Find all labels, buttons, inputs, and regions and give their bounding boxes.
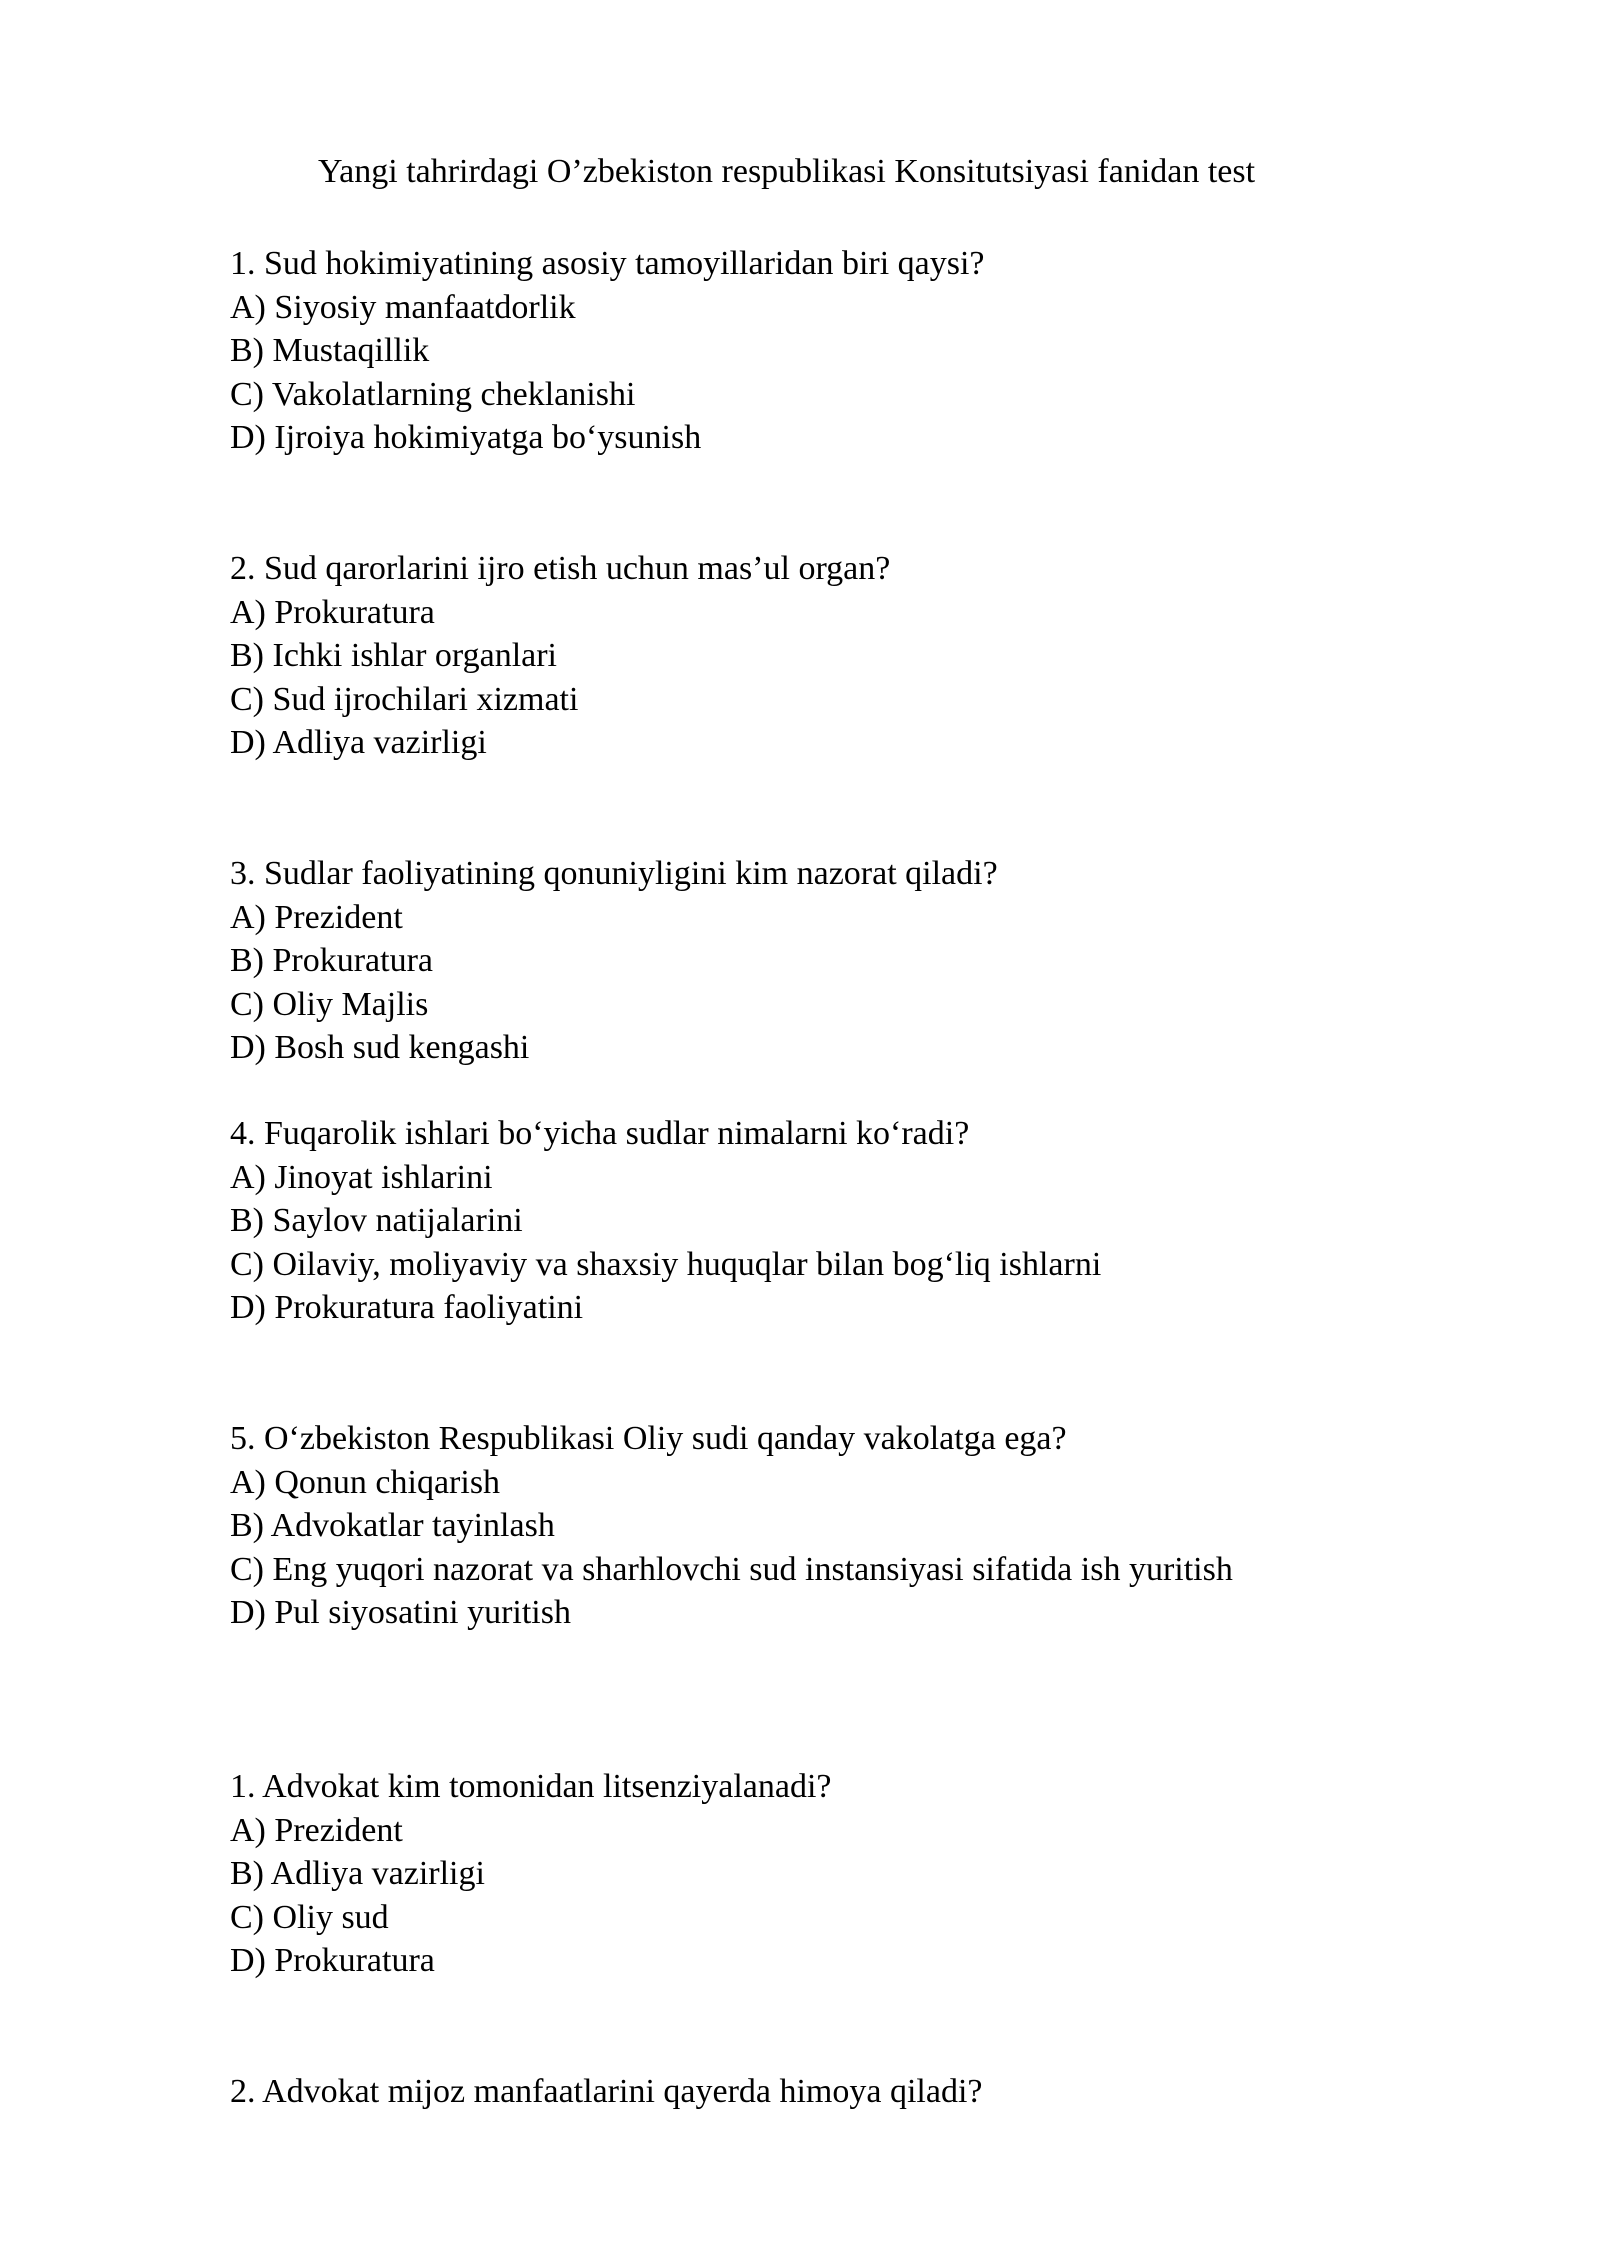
answer-option: D) Prokuratura <box>230 1942 435 1979</box>
question-block <box>230 2070 982 2114</box>
answer-option: D) Ijroiya hokimiyatga bo‘ysunish <box>230 419 702 456</box>
answer-option: A) Prezident <box>230 1811 403 1849</box>
answer-option: A) Siyosiy manfaatdorlik <box>230 288 576 326</box>
question-block <box>230 1417 1233 1635</box>
answer-option: A) Qonun chiqarish <box>230 1463 501 1501</box>
answer-option: B) Ichki ishlar organlari <box>230 637 558 674</box>
answer-option: C) Oliy Majlis <box>230 985 429 1023</box>
answer-option: C) Oliy sud <box>230 1898 389 1936</box>
question-block <box>230 852 998 1070</box>
answer-option: D) Bosh sud kengashi <box>230 1029 530 1066</box>
answer-option: A) Prezident <box>230 898 403 936</box>
question-text: 1. Advokat kim tomonidan litsenziyalanadi? <box>230 1768 832 1805</box>
document-title: Yangi tahrirdagi O’zbekiston respublikasi Konsitutsiyasi fanidan test <box>318 153 1256 190</box>
answer-option: B) Prokuratura <box>230 942 434 979</box>
question-text: 2. Advokat mijoz manfaatlarini qayerda himoya qiladi? <box>230 2073 983 2110</box>
answer-option: A) Jinoyat ishlarini <box>230 1158 493 1196</box>
answer-option: B) Adliya vazirligi <box>230 1855 485 1892</box>
answer-option: C) Vakolatlarning cheklanishi <box>230 375 636 413</box>
question-text: 5. O‘zbekiston Respublikasi Oliy sudi qanday vakolatga ega? <box>230 1420 1067 1457</box>
answer-option: B) Mustaqillik <box>230 332 430 369</box>
answer-option: C) Oilaviy, moliyaviy va shaxsiy huquqlar bilan bog‘liq ishlarni <box>230 1245 1102 1283</box>
answer-option: C) Sud ijrochilari xizmati <box>230 680 579 718</box>
question-block <box>230 547 890 765</box>
question-text: 3. Sudlar faoliyatining qonuniyligini kim nazorat qiladi? <box>230 855 998 892</box>
question-block <box>230 1112 1101 1330</box>
answer-option: B) Advokatlar tayinlash <box>230 1507 555 1544</box>
answer-option: C) Eng yuqori nazorat va sharhlovchi sud instansiyasi sifatida ish yuritish <box>230 1550 1233 1588</box>
answer-option: B) Saylov natijalarini <box>230 1202 523 1239</box>
question-block <box>230 1765 832 1983</box>
answer-option: D) Pul siyosatini yuritish <box>230 1594 571 1631</box>
question-text: 4. Fuqarolik ishlari bo‘yicha sudlar nimalarni ko‘radi? <box>230 1115 970 1152</box>
answer-option: D) Adliya vazirligi <box>230 724 487 761</box>
question-text: 1. Sud hokimiyatining asosiy tamoyillaridan biri qaysi? <box>230 245 985 282</box>
answer-option: D) Prokuratura faoliyatini <box>230 1289 584 1326</box>
question-block <box>230 242 985 460</box>
answer-option: A) Prokuratura <box>230 593 435 631</box>
question-text: 2. Sud qarorlarini ijro etish uchun mas’ul organ? <box>230 550 891 587</box>
